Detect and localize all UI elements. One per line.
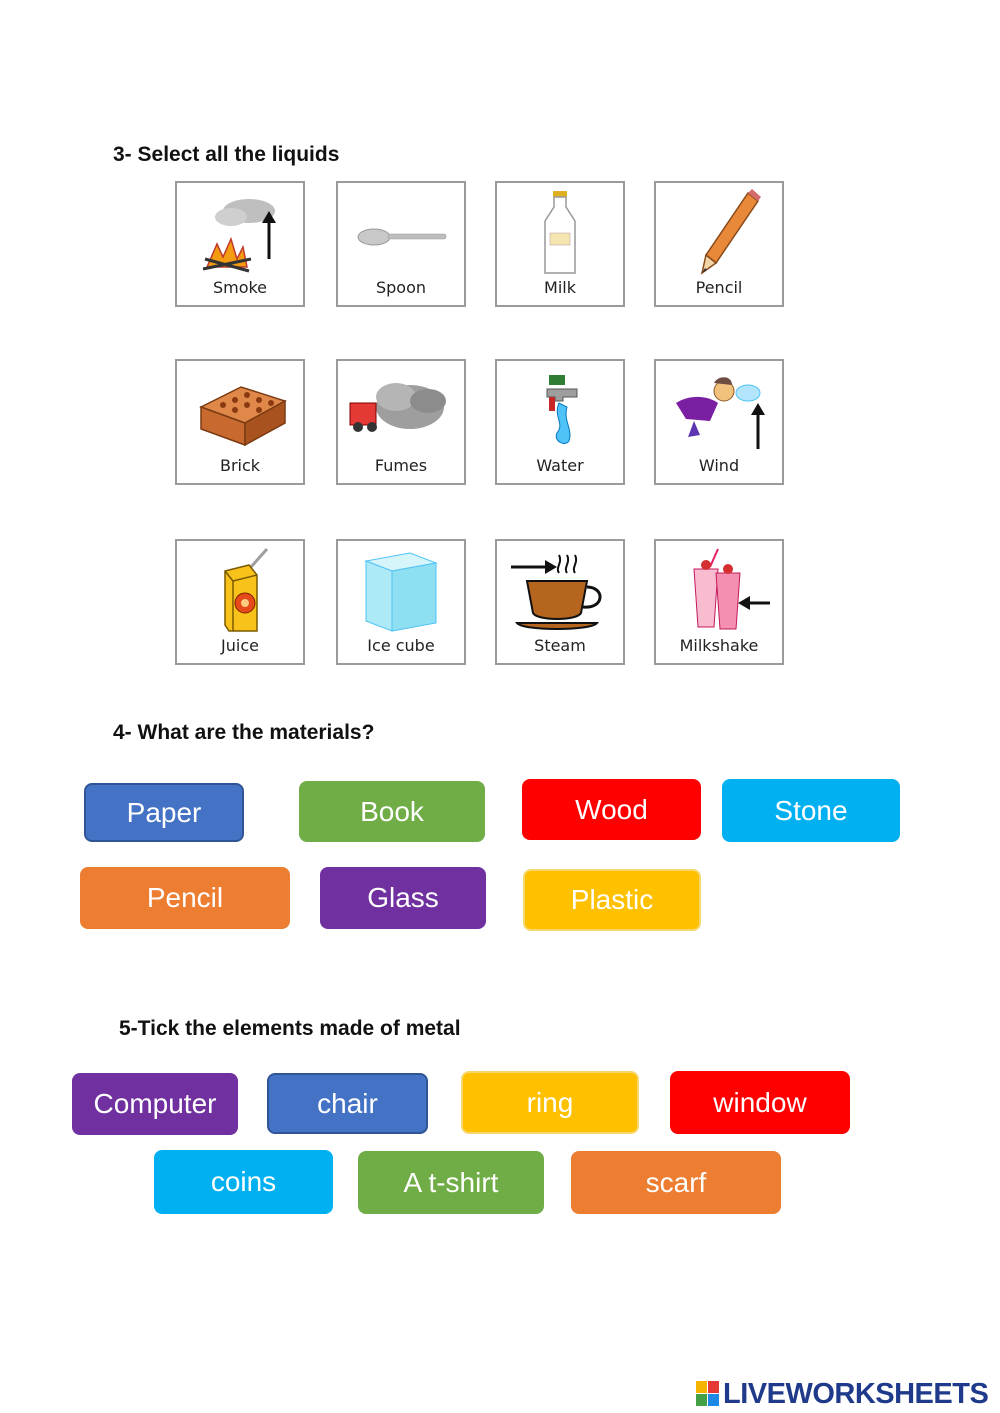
card-label: Pencil: [695, 278, 743, 297]
water-icon: [507, 367, 613, 453]
fumes-icon: [348, 367, 454, 453]
steam-icon: [507, 547, 613, 633]
section3-title: 3- Select all the liquids: [113, 143, 340, 166]
card-label: Spoon: [375, 278, 427, 297]
spoon-icon: [348, 189, 454, 275]
card-label: Juice: [221, 636, 259, 655]
card-water[interactable]: [495, 359, 625, 485]
card-label: Wind: [698, 456, 740, 475]
card-label: Water: [536, 456, 584, 475]
card-pencil[interactable]: [654, 181, 784, 307]
card-wind[interactable]: [654, 359, 784, 485]
section5-title: 5-Tick the elements made of metal: [119, 1017, 461, 1040]
card-spoon[interactable]: [336, 181, 466, 307]
card-steam[interactable]: [495, 539, 625, 665]
card-smoke[interactable]: [175, 181, 305, 307]
card-label: Fumes: [374, 456, 428, 475]
card-juice[interactable]: [175, 539, 305, 665]
card-brick[interactable]: [175, 359, 305, 485]
material-chip-pencil[interactable]: Pencil: [80, 867, 290, 929]
section4-title: 4- What are the materials?: [113, 721, 375, 744]
metal-chip-coins[interactable]: coins: [154, 1150, 333, 1214]
milkshake-icon: [666, 547, 772, 633]
card-milkshake[interactable]: [654, 539, 784, 665]
ice-cube-icon: [348, 547, 454, 633]
juice-icon: [187, 547, 293, 633]
card-ice-cube[interactable]: [336, 539, 466, 665]
card-fumes[interactable]: [336, 359, 466, 485]
logo-mark-icon: [696, 1381, 720, 1407]
metal-chip-scarf[interactable]: scarf: [571, 1151, 781, 1214]
card-milk[interactable]: [495, 181, 625, 307]
material-chip-glass[interactable]: Glass: [320, 867, 486, 929]
card-label: Steam: [534, 636, 586, 655]
card-label: Ice cube: [367, 636, 435, 655]
material-chip-wood[interactable]: Wood: [522, 779, 701, 840]
liveworksheets-logo[interactable]: [696, 1378, 988, 1410]
material-chip-book[interactable]: Book: [299, 781, 485, 842]
material-chip-plastic[interactable]: Plastic: [523, 869, 701, 931]
card-label: Milkshake: [679, 636, 759, 655]
metal-chip-ring[interactable]: ring: [461, 1071, 639, 1134]
pencil-icon: [666, 189, 772, 275]
logo-text: LIVEWORKSHEETS: [723, 1377, 989, 1410]
smoke-icon: [187, 189, 293, 275]
material-chip-paper[interactable]: Paper: [84, 783, 244, 842]
metal-chip-window[interactable]: window: [670, 1071, 850, 1134]
material-chip-stone[interactable]: Stone: [722, 779, 900, 842]
metal-chip-t-shirt[interactable]: A t-shirt: [358, 1151, 544, 1214]
metal-chip-chair[interactable]: chair: [267, 1073, 428, 1134]
card-label: Smoke: [212, 278, 268, 297]
wind-icon: [666, 367, 772, 453]
metal-chip-computer[interactable]: Computer: [72, 1073, 238, 1135]
milk-icon: [507, 189, 613, 275]
card-label: Milk: [544, 278, 576, 297]
brick-icon: [187, 367, 293, 453]
card-label: Brick: [219, 456, 261, 475]
